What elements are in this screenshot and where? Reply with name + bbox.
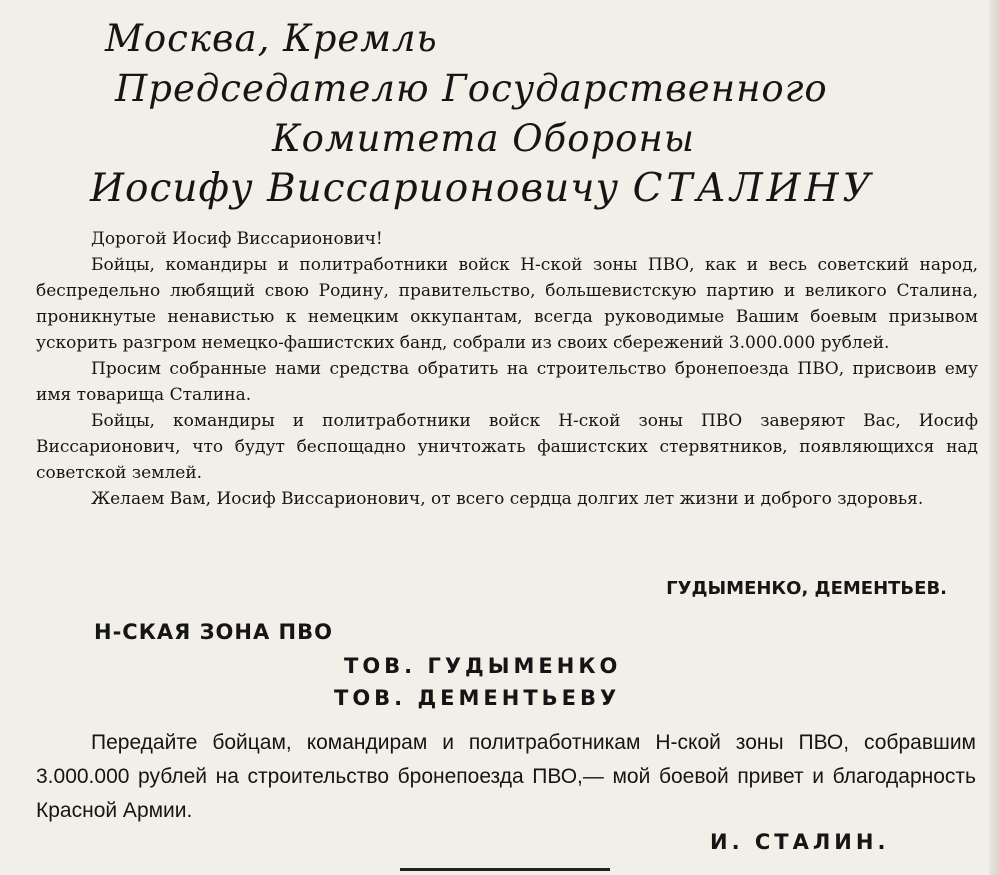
recipient-name: Иосифу Виссарионовичу xyxy=(90,166,620,211)
letter-address-block xyxy=(60,14,960,214)
address-recipient-line xyxy=(60,164,960,214)
address-city: Москва, Кремль xyxy=(105,17,438,60)
letter-paragraph-4: Желаем Вам, Иосиф Виссарионович, от всего сердца долгих лет жизни и доброго здоровья. xyxy=(91,489,924,509)
letter-signature: ГУДЫМЕНКО, ДЕМЕНТЬЕВ. xyxy=(666,578,947,599)
letter-paragraph-2: Просим собранные нами средства обратить на строительство бронепоезда ПВО, присвоив ему имя товарища Сталина. xyxy=(36,359,978,405)
letter-greeting: Дорогой Иосиф Виссарионович! xyxy=(91,229,383,249)
reply-signature: И. СТАЛИН. xyxy=(710,830,890,854)
reply-zone-heading: Н-СКАЯ ЗОНА ПВО xyxy=(94,620,333,644)
bottom-divider xyxy=(400,868,610,871)
letter-paragraph-3: Бойцы, командиры и политработники войск Н-ской зоны ПВО заверяют Вас, Иосиф Виссарионович, что будут беспощадно уничтожать фашистских стервятников, появляющихся над советской землей. xyxy=(36,411,978,483)
letter-paragraph-1: Бойцы, командиры и политработники войск Н-ской зоны ПВО, как и весь советский народ, беспредельно любящий свою Родину, правительство, большевистскую партию и великого Сталина, проникнутые ненавистью к немецким оккупантам, всегда руководимые Вашим боевым призывом ускорить разгром немецко-фашистских банд, собрали из своих сбережений 3.000.000 рублей. xyxy=(36,255,978,353)
reply-recipient-1: ТОВ. ГУДЫМЕНКО xyxy=(344,654,622,678)
page-edge-shadow xyxy=(989,0,999,875)
address-committee-line: Комитета Обороны xyxy=(272,117,695,160)
recipient-surname: СТАЛИНУ xyxy=(632,166,875,211)
letter-body xyxy=(36,226,978,512)
reply-body xyxy=(36,726,976,828)
address-title-line: Председателю Государственного xyxy=(115,67,828,110)
reply-text: Передайте бойцам, командирам и политработникам Н-ской зоны ПВО, собравшим 3.000.000 рублей на строительство бронепоезда ПВО,— мой боевой привет и благодарность Красной Армии. xyxy=(36,731,976,822)
reply-recipient-2: ТОВ. ДЕМЕНТЬЕВУ xyxy=(334,686,621,710)
